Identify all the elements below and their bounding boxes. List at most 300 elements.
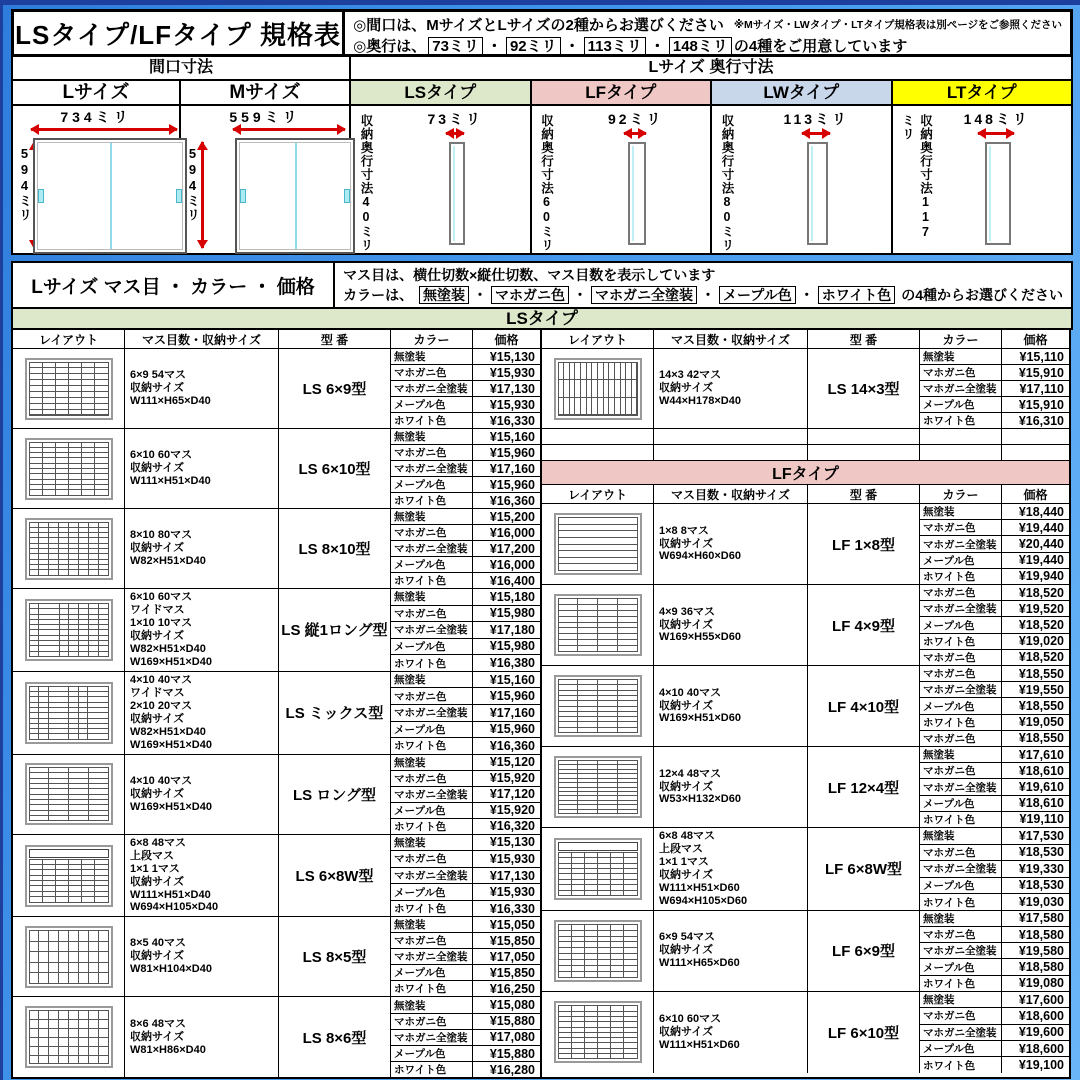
grid-cell (69, 363, 81, 368)
grid-cell (39, 687, 48, 691)
grid-cell (598, 779, 617, 782)
grid-cell (43, 892, 55, 896)
grid-cell (578, 801, 597, 804)
grid-cell (559, 691, 578, 695)
color-name: ホワイト色 (391, 1062, 473, 1077)
depth-arrow-icon (978, 132, 1014, 135)
grid-cell (30, 1056, 39, 1064)
grid-cell (69, 636, 78, 640)
grid-cell (624, 880, 636, 884)
price-row (920, 731, 1069, 746)
grid-cell (30, 560, 39, 564)
grid-cell (578, 696, 597, 700)
grid-cell (60, 625, 69, 629)
grid-cell (69, 554, 78, 558)
grid-cell (621, 363, 626, 380)
grid-cells (558, 1005, 638, 1059)
grid-cell (56, 368, 68, 373)
empty-cell (808, 445, 920, 460)
spec-text (125, 589, 279, 671)
price-row (391, 705, 540, 722)
grid-cell (56, 448, 68, 452)
grid-cell (624, 1033, 636, 1037)
grid-cell (39, 942, 48, 952)
grid-cell (618, 761, 637, 764)
grid-cell (82, 485, 94, 489)
center-rail-line (110, 143, 112, 249)
grid-cells (29, 767, 109, 821)
grid-cell (69, 724, 78, 728)
price-row (920, 1041, 1069, 1057)
grid-cell (95, 464, 107, 468)
grid-cell (49, 973, 58, 983)
depth-dimension-label: 113ミリ (783, 111, 850, 127)
grid-cell (598, 640, 617, 645)
grid-cell (559, 380, 564, 397)
price-value: ¥19,080 (1018, 976, 1064, 991)
spec-line: 2×10 20マス (130, 699, 193, 712)
grid-cell (89, 615, 98, 619)
column-header: カラー (920, 485, 1002, 503)
grid-cell (598, 605, 617, 610)
price-value: ¥16,360 (489, 493, 535, 508)
grid-cell (30, 886, 42, 890)
column-header: マス目数・収納サイズ (654, 330, 808, 348)
grid-cell (624, 960, 636, 965)
price-value: ¥18,550 (1018, 699, 1064, 713)
spec-line: 4×10 40マス (130, 673, 193, 686)
grid-cell (39, 560, 48, 564)
grid-cell (559, 722, 578, 726)
grid-cell (559, 617, 578, 622)
grid-cell (69, 398, 81, 403)
price-value: ¥19,050 (1018, 715, 1064, 730)
price-row (391, 949, 540, 965)
grid-cell (49, 570, 58, 574)
price-row (920, 666, 1069, 682)
grid-cell (559, 954, 571, 959)
color-name: マホガニ色 (920, 585, 1002, 600)
grid-cell (79, 931, 88, 941)
column-header: レイアウト (542, 485, 654, 503)
spec-line: 4×10 40マス (659, 686, 722, 699)
grid-cell (79, 724, 88, 728)
model-number: LS 6×10型 (279, 429, 391, 508)
price-row (391, 349, 540, 365)
grid-cell (79, 1020, 88, 1028)
grid-cell (69, 544, 78, 548)
grid-cell (88, 687, 107, 691)
spec-line: W111×H51×D40 (130, 474, 211, 487)
price-row (920, 413, 1069, 428)
layout-cell (542, 349, 654, 428)
grid-cell (598, 774, 617, 777)
price-row (391, 413, 540, 428)
price-value: ¥15,910 (1018, 365, 1064, 380)
grid-cell (49, 560, 58, 564)
price-row (391, 477, 540, 493)
grid-cell (572, 1017, 584, 1021)
depth-note-suffix: の4種をご用意しています (733, 38, 908, 56)
grid-cell (30, 942, 39, 952)
spec-line: W169×H51×D40 (130, 800, 212, 813)
grid-cell (69, 380, 81, 385)
grid-cell (39, 646, 58, 650)
grid-cell (59, 942, 68, 952)
color-name: ホワイト色 (391, 573, 473, 588)
color-name: マホガニ色 (920, 650, 1002, 665)
spec-line: W694×H105×D40 (130, 901, 219, 914)
grid-cell (88, 713, 107, 717)
color-name: ホワイト色 (920, 569, 1002, 584)
model-number: LF 6×10型 (808, 992, 920, 1073)
grid-cell (598, 1017, 610, 1021)
grid-cell (43, 876, 55, 880)
model-number: LS 6×9型 (279, 349, 391, 428)
grid-cell (585, 1038, 597, 1042)
grid-cell (82, 865, 94, 869)
grid-cell (30, 458, 42, 462)
depth-diagram-area (532, 106, 711, 253)
product-row (13, 349, 540, 429)
price-value: ¥19,020 (1018, 634, 1064, 649)
depth-type-header: LFタイプ (532, 81, 711, 106)
grid-cell (89, 560, 98, 564)
grid-cell (572, 858, 584, 862)
layout-grid-icon (25, 926, 113, 988)
empty-cell (920, 445, 1002, 460)
grid-cell (611, 937, 623, 942)
price-row (391, 997, 540, 1013)
price-row (920, 992, 1069, 1008)
grid-cell (82, 374, 94, 379)
grid-cell (99, 554, 108, 558)
grid-cell (585, 954, 597, 959)
price-value: ¥17,610 (1018, 747, 1064, 762)
grid-cell (611, 880, 623, 884)
grid-cell (559, 634, 578, 639)
grid-cell (30, 404, 42, 409)
grid-cell (598, 623, 617, 628)
grid-cell (49, 779, 68, 783)
grid-cell (56, 870, 68, 874)
price-row (391, 622, 540, 639)
door-handle-left (240, 189, 246, 203)
column-header: 価格 (1023, 487, 1048, 502)
grid-cell (69, 865, 81, 869)
grid-cell (598, 611, 617, 616)
price-row (391, 803, 540, 819)
grid-cell (89, 816, 108, 820)
color-name: メープル色 (391, 477, 473, 492)
layout-grid-icon (554, 594, 642, 656)
grid-cell (559, 805, 578, 808)
grid-cell (69, 719, 78, 723)
grid-cell (611, 954, 623, 959)
grid-cell (99, 565, 108, 569)
grid-cells (29, 1010, 109, 1064)
price-value: ¥15,130 (489, 349, 535, 364)
grid-cell (79, 963, 88, 973)
grid-cell (69, 897, 81, 901)
color-name: マホガニ色 (391, 525, 473, 540)
grid-cell (69, 1029, 78, 1037)
grid-cell (79, 952, 88, 962)
color-option-badge: メープル色 (719, 286, 796, 304)
layout-cell (542, 747, 654, 827)
grid-cell (79, 697, 88, 701)
grid-cell (69, 703, 78, 707)
spec-line: 6×8 48マス (130, 836, 186, 849)
grid-cell (559, 925, 571, 930)
grid-cell (30, 554, 39, 558)
grid-cell (585, 931, 597, 936)
grid-cell (79, 636, 88, 640)
product-row (542, 828, 1069, 911)
grid-cell (559, 1017, 571, 1021)
grid-cell (598, 701, 617, 705)
grid-cell (69, 443, 81, 447)
layout-grid-icon (554, 838, 642, 900)
grid-cell (56, 453, 68, 457)
grid-cell (69, 392, 81, 397)
price-row (920, 634, 1069, 650)
spec-line: W169×H51×D40 (130, 738, 212, 751)
grid-cell (95, 485, 107, 489)
price-section-notes (335, 261, 1073, 309)
grid-cell (69, 931, 78, 941)
spec-line: ワイドマス (130, 686, 185, 699)
grid-cell (69, 528, 78, 532)
grid-cell (585, 1028, 597, 1032)
color-name: メープル色 (920, 878, 1002, 894)
grid-cell (39, 734, 48, 738)
grid-cell (95, 458, 107, 462)
grid-cell (559, 1043, 571, 1047)
grid-cell (30, 860, 42, 864)
spec-text (654, 747, 808, 827)
grid-cell (624, 1043, 636, 1047)
grid-cell (88, 708, 107, 712)
grid-cell (598, 685, 617, 689)
price-value: ¥18,520 (1018, 650, 1064, 665)
panel-inner-line (632, 146, 634, 241)
grid-cell (611, 925, 623, 930)
color-name: マホガニ全塗装 (920, 861, 1002, 877)
grid-cell (39, 1020, 48, 1028)
spec-line: 収納サイズ (130, 542, 185, 555)
spec-text (654, 992, 808, 1073)
grid-cell (89, 784, 108, 788)
grid-cell (95, 897, 107, 901)
grid-cell (99, 609, 108, 613)
grid-cell (611, 931, 623, 936)
grid-cell (559, 858, 571, 862)
grid-cell (69, 474, 81, 478)
model-number: LF 1×8型 (808, 504, 920, 584)
grid-cell (43, 453, 55, 457)
grid-cell (49, 795, 68, 799)
grid-cell (559, 761, 578, 764)
price-row (391, 365, 540, 381)
spec-line: 収納サイズ (659, 868, 714, 881)
grid-cell (89, 1047, 98, 1055)
price-row (391, 868, 540, 885)
grid-cell (572, 1012, 584, 1016)
depth-option-badges (426, 35, 734, 56)
price-row (920, 1057, 1069, 1072)
color-name: ホワイト色 (391, 655, 473, 671)
grid-cell (598, 696, 617, 700)
grid-cell (69, 620, 78, 624)
price-row (391, 445, 540, 461)
grid-cell (79, 713, 88, 717)
grid-cell (578, 701, 597, 705)
grid-cell (585, 972, 597, 977)
grid-cell (626, 398, 631, 415)
spec-line: ワイドマス (130, 603, 185, 616)
spec-line: 1×1 1マス (130, 862, 180, 875)
grid-cell (79, 719, 88, 723)
grid-cell (56, 490, 68, 494)
grid-cell (60, 630, 69, 634)
color-name: マホガニ色 (920, 927, 1002, 942)
price-value: ¥15,850 (489, 965, 535, 980)
grid-cell (618, 691, 637, 695)
grid-cell (30, 708, 39, 712)
grid-cell (89, 1038, 98, 1046)
depth-dimension-label: 73ミリ (427, 111, 484, 127)
grid-cell (60, 615, 69, 619)
grid-cell (611, 1012, 623, 1016)
grid-cell (49, 811, 68, 815)
price-value: ¥17,120 (489, 787, 535, 802)
grid-cell (39, 1047, 48, 1055)
spec-line: 1×8 8マス (659, 524, 709, 537)
grid-cell (559, 599, 578, 604)
product-row (542, 349, 1069, 429)
price-value: ¥16,400 (489, 573, 535, 588)
product-row (542, 504, 1069, 585)
grid-cell (69, 811, 88, 815)
grid-cell (624, 942, 636, 947)
grid-cell (69, 1038, 78, 1046)
price-value: ¥17,080 (489, 1030, 535, 1045)
grid-cell (578, 634, 597, 639)
grid-cell (30, 565, 39, 569)
grid-cell (56, 860, 68, 864)
front-width-note-text: ◎間口は、MサイズとLサイズの2種からお選びください (353, 17, 724, 34)
grid-cell (60, 636, 69, 640)
grid-cell (618, 680, 637, 684)
color-name: ホワイト色 (920, 894, 1002, 910)
price-row (391, 573, 540, 588)
grid-cell (572, 874, 584, 878)
panel-diagram (985, 142, 1011, 245)
price-value: ¥15,160 (489, 672, 535, 687)
grid-cell (598, 728, 617, 732)
grid-cell (30, 625, 39, 629)
grid-cell (82, 368, 94, 373)
depth-type-column (712, 81, 893, 253)
column-header: 価格 (494, 332, 519, 347)
price-row (391, 884, 540, 901)
color-name: ホワイト色 (391, 413, 473, 428)
empty-cell (542, 429, 654, 444)
grid-cell (99, 931, 108, 941)
price-value: ¥17,160 (489, 461, 535, 476)
grid-cell (79, 641, 88, 645)
grid-cell (99, 1011, 108, 1019)
grid-cell (99, 570, 108, 574)
color-name: 無塗装 (391, 917, 473, 932)
grid-cell (88, 697, 107, 701)
color-name: マホガニ全塗装 (920, 601, 1002, 616)
grid-cell (618, 792, 637, 795)
grid-cell (69, 816, 88, 820)
grid-cell (59, 973, 68, 983)
front-width-column (181, 81, 349, 253)
grid-cell (578, 623, 597, 628)
grid-cell (598, 691, 617, 695)
grid-cell (559, 880, 571, 884)
grid-cell (30, 1011, 39, 1019)
grid-cell (69, 800, 88, 804)
grid-cell (69, 464, 81, 468)
grid-cell (618, 728, 637, 732)
grid-cell (69, 973, 78, 983)
grid-cell (39, 719, 48, 723)
price-section-title: Lサイズ マス目 ・ カラー ・ 価格 (11, 261, 335, 309)
grid-cell (99, 1029, 108, 1037)
ls-table-left (11, 328, 542, 1079)
grid-cell (30, 687, 39, 691)
grid-cell (79, 734, 88, 738)
grid-cell (618, 611, 637, 616)
grid-cell (598, 972, 610, 977)
grid-cell (79, 544, 88, 548)
grid-cell (618, 696, 637, 700)
grid-cell (559, 801, 578, 804)
price-row (920, 682, 1069, 698)
price-row (920, 381, 1069, 397)
color-option-badge: 無塗装 (419, 286, 469, 304)
grid-cell (30, 973, 39, 983)
price-row (920, 927, 1069, 943)
price-list (391, 835, 540, 917)
grid-cell (30, 1029, 39, 1037)
front-width-section (11, 55, 351, 255)
grid-cell (49, 544, 58, 548)
color-name: 無塗装 (920, 349, 1002, 364)
grid-cell (30, 443, 42, 447)
grid-cell (69, 892, 81, 896)
grid-cell (585, 864, 597, 868)
grid-cell (39, 1011, 48, 1019)
grid-cell (82, 392, 94, 397)
model-number: LS 8×5型 (279, 917, 391, 996)
grid-cell (618, 707, 637, 711)
grid-cell (43, 897, 55, 901)
grid-cell (89, 789, 108, 793)
color-note-prefix: カラーは、 (343, 287, 414, 303)
grid-cell (82, 448, 94, 452)
depth-arrow-icon (802, 132, 830, 135)
grid-cells (29, 686, 109, 740)
grid-cell (89, 652, 98, 656)
grid-cell (598, 707, 617, 711)
grid-cell (570, 363, 575, 380)
